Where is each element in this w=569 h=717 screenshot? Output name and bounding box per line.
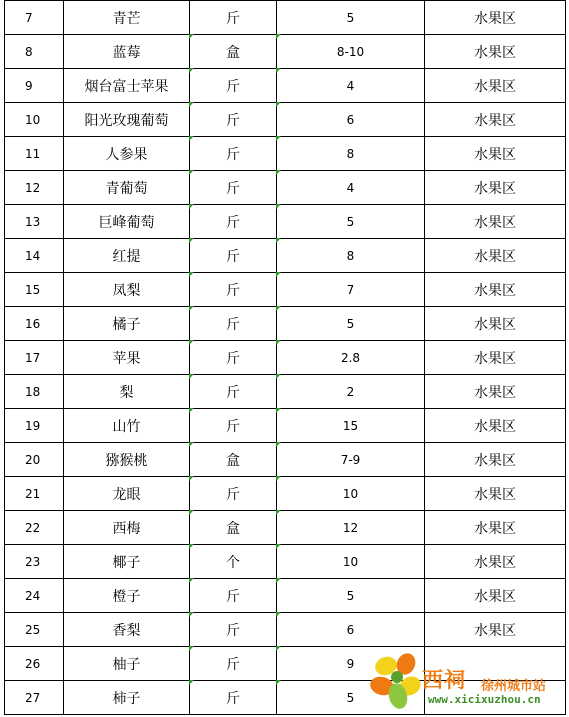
price-cell[interactable]: 5 <box>277 307 425 341</box>
area-cell[interactable]: 水果区 <box>425 137 566 171</box>
product-name-cell[interactable]: 巨峰葡萄 <box>64 205 190 239</box>
unit-cell[interactable]: 斤 <box>190 137 277 171</box>
price-cell[interactable]: 8 <box>277 239 425 273</box>
table-row <box>5 35 566 69</box>
table-row <box>5 273 566 307</box>
unit-cell[interactable]: 斤 <box>190 613 277 647</box>
area-cell[interactable]: 水果区 <box>425 35 566 69</box>
row-number-cell[interactable]: 12 <box>5 171 64 205</box>
row-number-cell[interactable]: 24 <box>5 579 64 613</box>
row-number-cell[interactable]: 7 <box>5 1 64 35</box>
price-cell[interactable]: 2 <box>277 375 425 409</box>
unit-cell[interactable]: 盒 <box>190 35 277 69</box>
product-name-cell[interactable]: 柚子 <box>64 647 190 681</box>
logo-city: 徐州城市站 <box>481 679 547 694</box>
table-row <box>5 409 566 443</box>
area-cell[interactable]: 水果区 <box>425 1 566 35</box>
unit-cell[interactable]: 盒 <box>190 511 277 545</box>
row-number-cell[interactable]: 13 <box>5 205 64 239</box>
table-row <box>5 171 566 205</box>
price-cell[interactable]: 5 <box>277 205 425 239</box>
row-number-cell[interactable]: 22 <box>5 511 64 545</box>
table-row <box>5 443 566 477</box>
product-name-cell[interactable]: 阳光玫瑰葡萄 <box>64 103 190 137</box>
price-cell[interactable]: 5 <box>277 681 425 715</box>
logo-brand: 西祠 <box>422 667 466 692</box>
unit-cell[interactable]: 斤 <box>190 409 277 443</box>
product-name-cell[interactable]: 柿子 <box>64 681 190 715</box>
table-row <box>5 477 566 511</box>
product-name-cell[interactable]: 人参果 <box>64 137 190 171</box>
product-name-cell[interactable]: 蓝莓 <box>64 35 190 69</box>
unit-cell[interactable]: 斤 <box>190 171 277 205</box>
flower-icon <box>366 648 426 713</box>
unit-cell[interactable]: 斤 <box>190 341 277 375</box>
price-cell[interactable]: 4 <box>277 69 425 103</box>
logo-url: www.xicixuzhou.cn <box>428 693 541 706</box>
table-row <box>5 545 566 579</box>
table-row <box>5 511 566 545</box>
area-cell[interactable]: 水果区 <box>425 69 566 103</box>
product-name-cell[interactable]: 橘子 <box>64 307 190 341</box>
price-cell[interactable]: 6 <box>277 613 425 647</box>
area-cell[interactable]: 水果区 <box>425 443 566 477</box>
row-number-cell[interactable]: 23 <box>5 545 64 579</box>
area-cell[interactable]: 水果区 <box>425 545 566 579</box>
unit-cell[interactable]: 斤 <box>190 307 277 341</box>
row-number-cell[interactable]: 8 <box>5 35 64 69</box>
price-cell[interactable]: 8-10 <box>277 35 425 69</box>
row-number-cell[interactable]: 9 <box>5 69 64 103</box>
row-number-cell[interactable]: 20 <box>5 443 64 477</box>
row-number-cell[interactable]: 19 <box>5 409 64 443</box>
table-row <box>5 341 566 375</box>
product-name-cell[interactable]: 苹果 <box>64 341 190 375</box>
table-row <box>5 205 566 239</box>
unit-cell[interactable]: 斤 <box>190 375 277 409</box>
area-cell[interactable]: 水果区 <box>425 103 566 137</box>
area-cell[interactable]: 水果区 <box>425 307 566 341</box>
product-name-cell[interactable]: 青葡萄 <box>64 171 190 205</box>
price-cell[interactable]: 2.8 <box>277 341 425 375</box>
area-cell[interactable]: 水果区 <box>425 613 566 647</box>
area-cell[interactable]: 水果区 <box>425 239 566 273</box>
price-cell[interactable]: 8 <box>277 137 425 171</box>
price-cell[interactable]: 10 <box>277 545 425 579</box>
table-row <box>5 307 566 341</box>
product-name-cell[interactable]: 橙子 <box>64 579 190 613</box>
product-name-cell[interactable]: 烟台富士苹果 <box>64 69 190 103</box>
product-name-cell[interactable]: 猕猴桃 <box>64 443 190 477</box>
table-row <box>5 239 566 273</box>
price-cell[interactable]: 7-9 <box>277 443 425 477</box>
row-number-cell[interactable]: 11 <box>5 137 64 171</box>
row-number-cell[interactable]: 26 <box>5 647 64 681</box>
unit-cell[interactable]: 斤 <box>190 681 277 715</box>
price-cell[interactable]: 4 <box>277 171 425 205</box>
table-row <box>5 579 566 613</box>
area-cell[interactable]: 水果区 <box>425 511 566 545</box>
unit-cell[interactable]: 斤 <box>190 1 277 35</box>
product-name-cell[interactable]: 梨 <box>64 375 190 409</box>
product-name-cell[interactable]: 山竹 <box>64 409 190 443</box>
area-cell[interactable]: 水果区 <box>425 273 566 307</box>
product-name-cell[interactable]: 椰子 <box>64 545 190 579</box>
area-cell[interactable]: 水果区 <box>425 171 566 205</box>
xici-logo <box>366 648 569 713</box>
unit-cell[interactable]: 个 <box>190 545 277 579</box>
table-row <box>5 69 566 103</box>
price-cell[interactable]: 9 <box>277 647 425 681</box>
table-row <box>5 613 566 647</box>
price-cell[interactable]: 15 <box>277 409 425 443</box>
area-cell[interactable]: 水果区 <box>425 579 566 613</box>
row-number-cell[interactable]: 15 <box>5 273 64 307</box>
row-number-cell[interactable]: 16 <box>5 307 64 341</box>
row-number-cell[interactable]: 14 <box>5 239 64 273</box>
unit-cell[interactable]: 斤 <box>190 273 277 307</box>
area-cell[interactable]: 水果区 <box>425 205 566 239</box>
row-number-cell[interactable]: 21 <box>5 477 64 511</box>
product-name-cell[interactable]: 龙眼 <box>64 477 190 511</box>
price-cell[interactable]: 5 <box>277 1 425 35</box>
price-cell[interactable]: 6 <box>277 103 425 137</box>
area-cell[interactable]: 水果区 <box>425 341 566 375</box>
price-cell[interactable]: 7 <box>277 273 425 307</box>
area-cell[interactable]: 水果区 <box>425 409 566 443</box>
row-number-cell[interactable]: 17 <box>5 341 64 375</box>
product-name-cell[interactable]: 红提 <box>64 239 190 273</box>
table-row <box>5 137 566 171</box>
product-name-cell[interactable]: 凤梨 <box>64 273 190 307</box>
unit-cell[interactable]: 盒 <box>190 443 277 477</box>
unit-cell[interactable]: 斤 <box>190 239 277 273</box>
row-number-cell[interactable]: 18 <box>5 375 64 409</box>
price-cell[interactable]: 10 <box>277 477 425 511</box>
unit-cell[interactable]: 斤 <box>190 647 277 681</box>
row-number-cell[interactable]: 10 <box>5 103 64 137</box>
product-name-cell[interactable]: 西梅 <box>64 511 190 545</box>
price-cell[interactable]: 5 <box>277 579 425 613</box>
row-number-cell[interactable]: 25 <box>5 613 64 647</box>
table-body <box>5 1 566 715</box>
unit-cell[interactable]: 斤 <box>190 579 277 613</box>
table-row <box>5 1 566 35</box>
area-cell[interactable]: 水果区 <box>425 375 566 409</box>
row-number-cell[interactable]: 27 <box>5 681 64 715</box>
price-cell[interactable]: 12 <box>277 511 425 545</box>
product-name-cell[interactable]: 青芒 <box>64 1 190 35</box>
price-table <box>4 0 566 715</box>
unit-cell[interactable]: 斤 <box>190 205 277 239</box>
table-row <box>5 375 566 409</box>
table-row <box>5 103 566 137</box>
unit-cell[interactable]: 斤 <box>190 103 277 137</box>
unit-cell[interactable]: 斤 <box>190 477 277 511</box>
unit-cell[interactable]: 斤 <box>190 69 277 103</box>
product-name-cell[interactable]: 香梨 <box>64 613 190 647</box>
area-cell[interactable]: 水果区 <box>425 477 566 511</box>
